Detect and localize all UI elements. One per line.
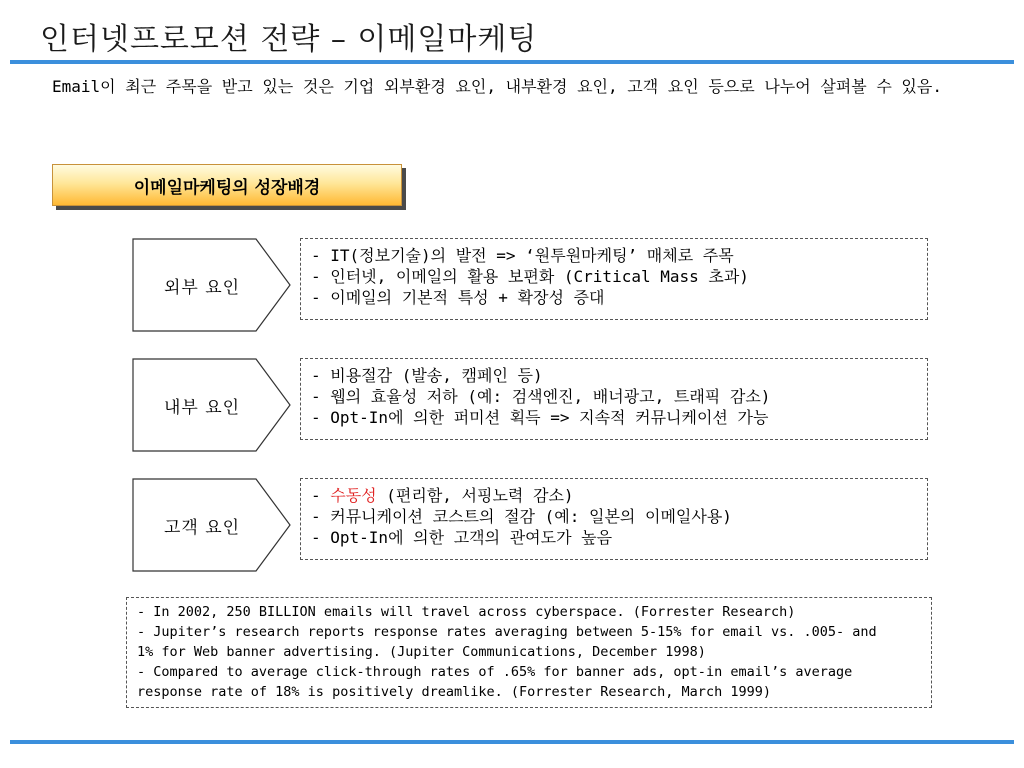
factor-line: - 비용절감 (발송, 캠페인 등) [311,366,543,385]
factor-details-internal [300,358,928,440]
stats-box [126,597,932,708]
stats-line: - In 2002, 250 BILLION emails will travel across cyberspace. (Forrester Research) [137,604,796,620]
factor-details-external [300,238,928,320]
stats-line: 1% for Web banner advertising. (Jupiter Communications, December 1998) [137,644,706,660]
factor-line: - 커뮤니케이션 코스트의 절감 (예: 일본의 이메일사용) [311,507,732,526]
intro-text: Email이 최근 주목을 받고 있는 것은 기업 외부환경 요인, 내부환경 요인, 고객 요인 등으로 나누어 살펴볼 수 있음. [52,77,942,96]
factor-arrow-internal [132,358,292,453]
page-title: 인터넷프로모션 전략 – 이메일마케팅 [40,22,538,57]
factor-line: - 웹의 효율성 저하 (예: 검색엔진, 배너광고, 트래픽 감소) [311,387,771,406]
factor-label: 고객 요인 [163,518,241,538]
factor-arrow-external [132,238,292,333]
factor-label: 외부 요인 [163,278,241,298]
line-prefix: - [311,486,331,505]
factor-line: - Opt-In에 의한 고객의 관여도가 높음 [311,528,613,547]
factor-line: - Opt-In에 의한 퍼미션 획득 => 지속적 커뮤니케이션 가능 [311,408,769,427]
section-header-label: 이메일마케팅의 성장배경 [133,177,321,198]
line-rest: (편리함, 서핑노력 감소) [376,486,574,505]
factor-line [311,485,917,506]
factor-line: - 인터넷, 이메일의 활용 보편화 (Critical Mass 초과) [311,267,749,286]
factor-label: 내부 요인 [163,398,241,418]
factor-line: - IT(정보기술)의 발전 => ‘원투원마케팅’ 매체로 주목 [311,246,734,265]
stats-line: response rate of 18% is positively dreamlike. (Forrester Research, March 1999) [137,684,771,700]
title-divider [10,60,1014,64]
factor-arrow-customer [132,478,292,573]
factor-details-customer [300,478,928,560]
stats-line: - Jupiter’s research reports response rates averaging between 5-15% for email vs. .005- and [137,624,877,640]
highlight-text: 수동성 [330,486,377,505]
stats-line: - Compared to average click-through rates of .65% for banner ads, opt-in email’s average [137,664,853,680]
section-header [52,164,402,206]
footer-divider [10,740,1014,744]
factor-line: - 이메일의 기본적 특성 + 확장성 증대 [311,288,605,307]
